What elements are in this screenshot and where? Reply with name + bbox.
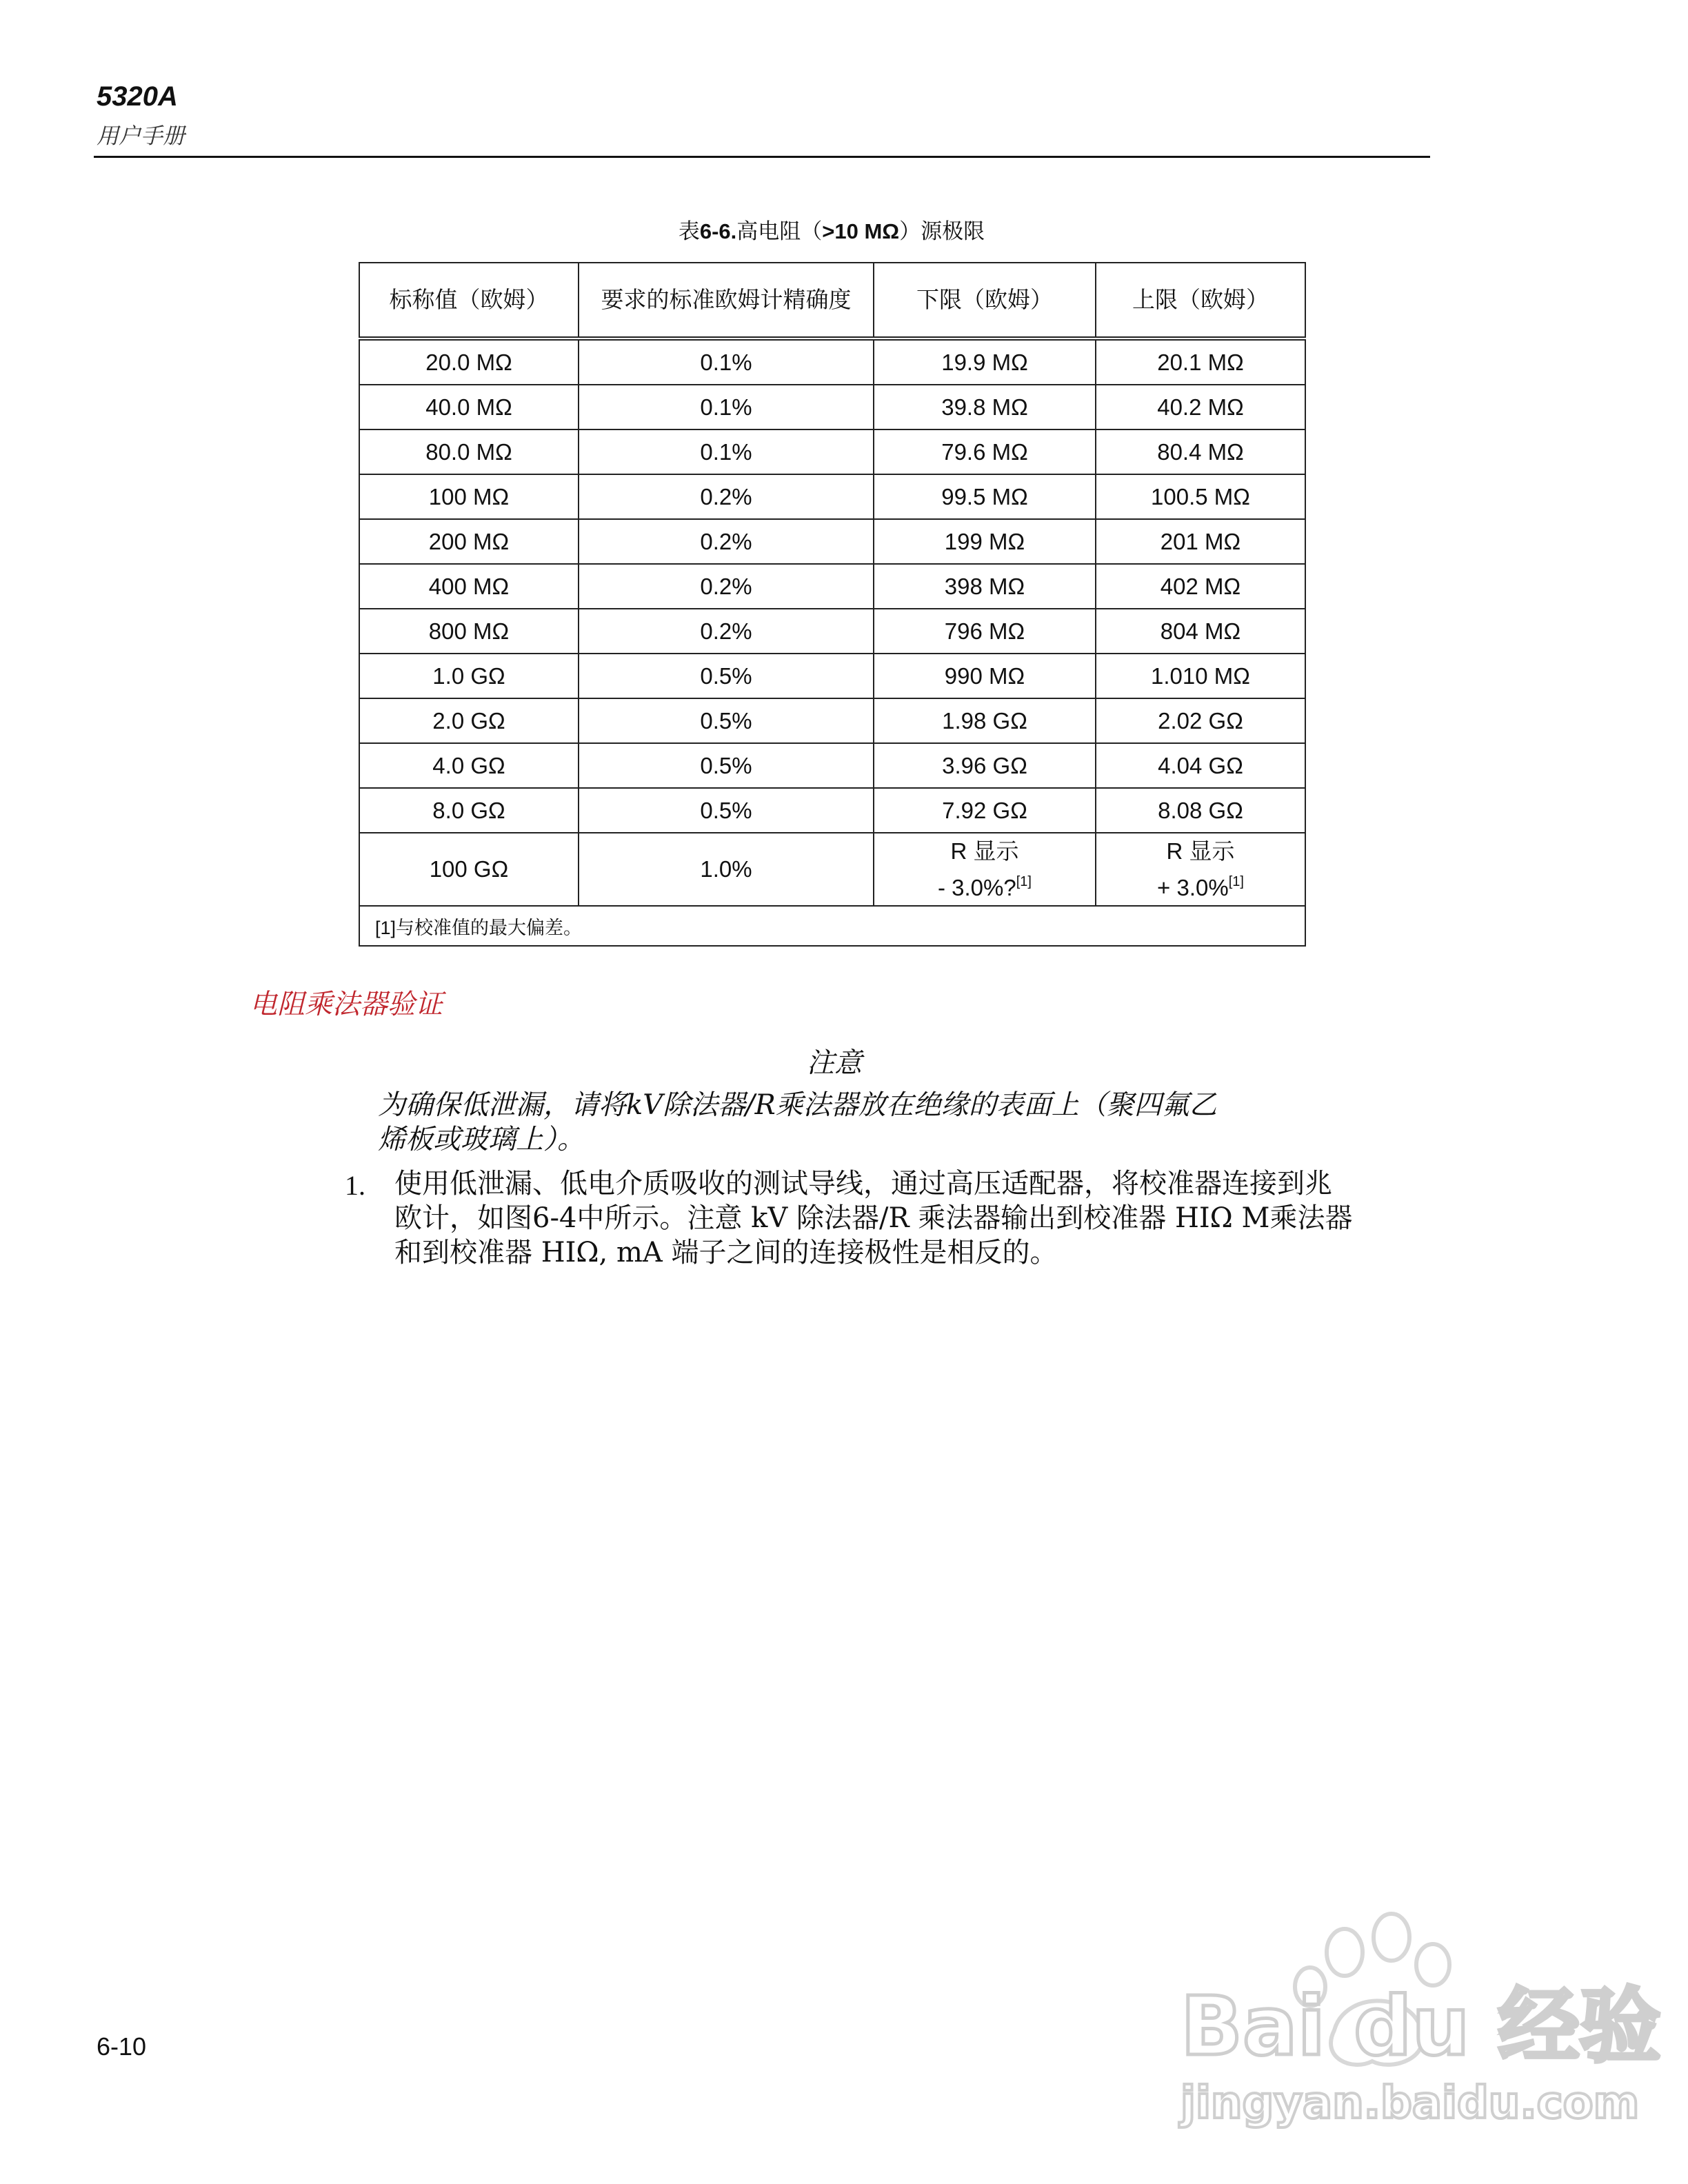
step-line: 欧计，如图6-4中所示。注意 kV 除法器/R 乘法器输出到校准器 HIΩ M乘法器 — [394, 1202, 1353, 1234]
cell-nominal: 20.0 MΩ — [359, 338, 579, 385]
header-model: 5320A — [97, 81, 178, 112]
section-title: 电阻乘法器验证 — [250, 989, 443, 1020]
cell-nominal: 80.0 MΩ — [359, 429, 579, 474]
table-row — [359, 564, 1305, 609]
table-row — [359, 609, 1305, 654]
footnote-ref: [1] — [375, 917, 396, 938]
cell-accuracy: 0.1% — [579, 429, 874, 474]
table-row — [359, 429, 1305, 474]
upper-tolerance-value: + 3.0% — [1157, 874, 1229, 900]
cell-lower: 990 MΩ — [874, 654, 1096, 698]
table-caption — [359, 214, 1305, 245]
cell-lower: 99.5 MΩ — [874, 474, 1096, 519]
cell-upper: 402 MΩ — [1096, 564, 1305, 609]
table-row — [359, 519, 1305, 564]
step-line: 和到校准器 HIΩ, mA 端子之间的连接极性是相反的。 — [394, 1237, 1058, 1268]
cell-upper: 8.08 GΩ — [1096, 788, 1305, 833]
cell-lower: 39.8 MΩ — [874, 385, 1096, 429]
cell-upper: 100.5 MΩ — [1096, 474, 1305, 519]
cell-nominal: 100 MΩ — [359, 474, 579, 519]
footnote-text: 与校准值的最大偏差。 — [396, 917, 583, 939]
table-footnote — [359, 906, 1305, 946]
lower-display-label: R 显示 — [950, 838, 1019, 864]
cell-nominal: 800 MΩ — [359, 609, 579, 654]
header-lower: 下限（欧姆） — [874, 263, 1096, 338]
step-text — [394, 1166, 1443, 1270]
notice-text — [378, 1088, 1329, 1157]
cell-lower: 199 MΩ — [874, 519, 1096, 564]
cell-nominal: 4.0 GΩ — [359, 743, 579, 788]
header-nominal: 标称值（欧姆） — [359, 263, 579, 338]
cell-lower: 3.96 GΩ — [874, 743, 1096, 788]
cell-upper: 40.2 MΩ — [1096, 385, 1305, 429]
cell-nominal: 8.0 GΩ — [359, 788, 579, 833]
caption-range: >10 MΩ — [822, 219, 900, 243]
cell-upper: 2.02 GΩ — [1096, 698, 1305, 743]
caption-number: 6-6. — [699, 219, 737, 243]
notice-line: 烯板或玻璃上）。 — [378, 1124, 585, 1155]
cell-lower: 19.9 MΩ — [874, 338, 1096, 385]
cell-upper: 4.04 GΩ — [1096, 743, 1305, 788]
cell-nominal: 40.0 MΩ — [359, 385, 579, 429]
page-number: 6-10 — [97, 2032, 147, 2061]
cell-upper: 201 MΩ — [1096, 519, 1305, 564]
cell-lower: 1.98 GΩ — [874, 698, 1096, 743]
cell-upper: 1.010 MΩ — [1096, 654, 1305, 698]
table-row — [359, 385, 1305, 429]
header-accuracy: 要求的标准欧姆计精确度 — [579, 263, 874, 338]
cell-accuracy: 0.2% — [579, 564, 874, 609]
cell-accuracy: 0.2% — [579, 609, 874, 654]
table-row — [359, 743, 1305, 788]
cell-upper: 80.4 MΩ — [1096, 429, 1305, 474]
table-row — [359, 788, 1305, 833]
watermark-url: jingyan.baidu.com — [1180, 2078, 1640, 2129]
cell-accuracy: 0.2% — [579, 519, 874, 564]
table-row — [359, 654, 1305, 698]
cell-upper: 804 MΩ — [1096, 609, 1305, 654]
caption-prefix: 表 — [678, 219, 700, 244]
header-upper: 上限（欧姆） — [1096, 263, 1305, 338]
watermark-brand: Bai du 经验 — [1180, 1979, 1661, 2074]
caption-mid: 高电阻（ — [736, 219, 823, 244]
cell-nominal: 100 GΩ — [359, 833, 579, 906]
table-row — [359, 833, 1305, 906]
header-subtitle: 用户手册 — [97, 123, 185, 149]
baidu-jingyan-watermark — [1172, 1910, 1661, 2137]
notice-title: 注意 — [807, 1047, 862, 1079]
header-rule — [94, 156, 1430, 158]
cell-lower — [874, 833, 1096, 906]
cell-accuracy: 0.5% — [579, 698, 874, 743]
upper-footnote-ref: [1] — [1228, 873, 1244, 889]
cell-accuracy: 0.5% — [579, 743, 874, 788]
upper-display-label: R 显示 — [1166, 838, 1235, 864]
upper-display-tolerance — [1096, 867, 1305, 903]
table-footnote-row — [359, 906, 1305, 946]
table-row — [359, 698, 1305, 743]
high-resistance-limits-table — [359, 262, 1306, 947]
cell-accuracy: 0.1% — [579, 338, 874, 385]
table-row — [359, 474, 1305, 519]
cell-lower: 79.6 MΩ — [874, 429, 1096, 474]
cell-accuracy: 1.0% — [579, 833, 874, 906]
cell-accuracy: 0.2% — [579, 474, 874, 519]
lower-tolerance-value: - 3.0%? — [938, 874, 1016, 900]
cell-lower: 796 MΩ — [874, 609, 1096, 654]
cell-accuracy: 0.1% — [579, 385, 874, 429]
cell-upper: 20.1 MΩ — [1096, 338, 1305, 385]
table-row — [359, 338, 1305, 385]
cell-nominal: 200 MΩ — [359, 519, 579, 564]
lower-display-tolerance — [874, 867, 1095, 903]
step-number: 1. — [345, 1170, 365, 1201]
cell-lower: 398 MΩ — [874, 564, 1096, 609]
cell-nominal: 2.0 GΩ — [359, 698, 579, 743]
cell-nominal: 1.0 GΩ — [359, 654, 579, 698]
step-line: 使用低泄漏、低电介质吸收的测试导线，通过高压适配器，将校准器连接到兆 — [394, 1168, 1332, 1200]
caption-suffix: ）源极限 — [899, 219, 985, 244]
cell-accuracy: 0.5% — [579, 788, 874, 833]
cell-lower: 7.92 GΩ — [874, 788, 1096, 833]
cell-nominal: 400 MΩ — [359, 564, 579, 609]
lower-footnote-ref: [1] — [1016, 873, 1032, 889]
cell-accuracy: 0.5% — [579, 654, 874, 698]
cell-upper — [1096, 833, 1305, 906]
notice-line: 为确保低泄漏，请将kV除法器/R乘法器放在绝缘的表面上（聚四氟乙 — [378, 1089, 1217, 1121]
table-header-row — [359, 263, 1305, 338]
